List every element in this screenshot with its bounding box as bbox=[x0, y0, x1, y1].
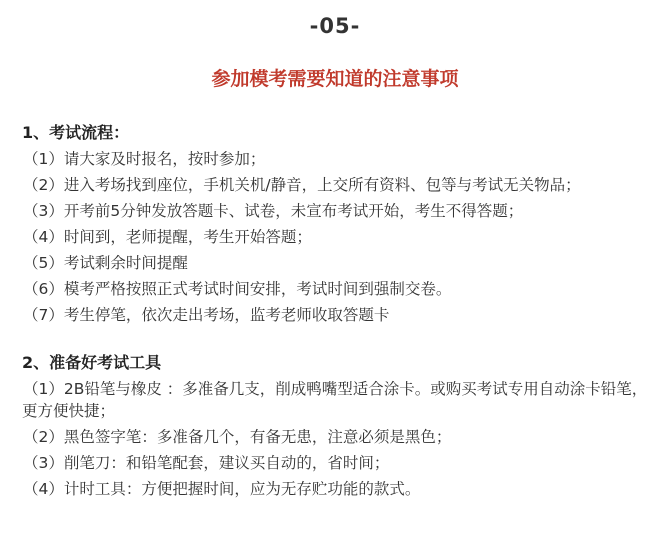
section-heading-process: 1、考试流程： bbox=[22, 123, 130, 142]
list-item: （3）削笔刀：和铅笔配套，建议买自动的，省时间； bbox=[23, 454, 390, 472]
page-title: 参加模考需要知道的注意事项 bbox=[211, 68, 459, 90]
list-item: （4）时间到，老师提醒，考生开始答题； bbox=[23, 228, 312, 246]
list-item: （1）请大家及时报名，按时参加； bbox=[23, 150, 266, 168]
list-item: （1）2B铅笔与橡皮 ：多准备几支，削成鸭嘴型适合涂卡。或购买考试专用自动涂卡铅笔，更方便快捷； bbox=[22, 380, 648, 420]
list-item: （4）计时工具：方便把握时间，应为无存贮功能的款式。 bbox=[23, 480, 421, 498]
section-number: -05- bbox=[309, 14, 361, 38]
list-item: （3）开考前5分钟发放答题卡、试卷，未宣布考试开始，考生不得答题； bbox=[23, 202, 524, 220]
notes-content bbox=[22, 122, 650, 504]
section-spacer bbox=[22, 330, 650, 352]
list-item: （6）模考严格按照正式考试时间安排，考试时间到强制交卷。 bbox=[23, 280, 452, 298]
list-item: （5）考试剩余时间提醒 bbox=[23, 254, 188, 272]
section-heading-tools: 2、准备好考试工具 bbox=[22, 353, 162, 372]
list-item: （2）黑色签字笔：多准备几个，有备无患，注意必须是黑色； bbox=[23, 428, 452, 446]
list-item: （7）考生停笔，依次走出考场，监考老师收取答题卡 bbox=[23, 306, 390, 324]
list-item: （2）进入考场找到座位，手机关机/静音，上交所有资料、包等与考试无关物品； bbox=[23, 176, 581, 194]
